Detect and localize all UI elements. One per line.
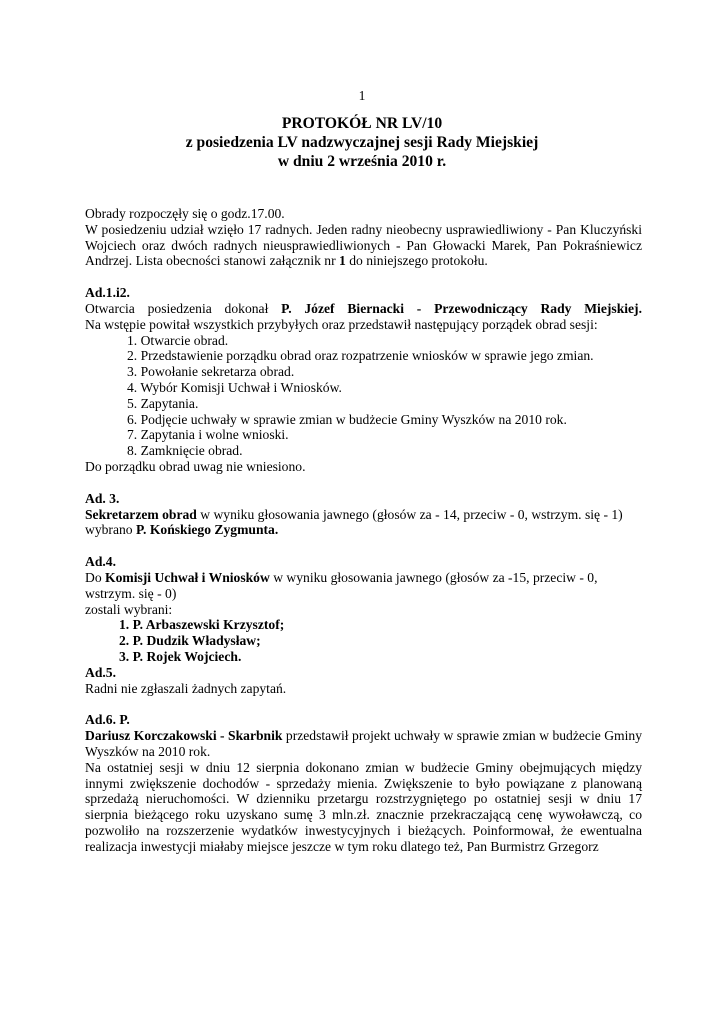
- committee-member: 1. P. Arbaszewski Krzysztof;: [119, 617, 285, 633]
- document-body: [85, 206, 642, 854]
- agenda-item: 4. Wybór Komisji Uchwał i Wniosków.: [127, 379, 342, 395]
- ad6-heading: Ad.6. P.: [85, 712, 130, 728]
- ad6-body: Na ostatniej sesji w dniu 12 sierpnia dokonano zmian w budżecie Gminy obejmujących między innymi zwiększenie dochodów - sprzedaży mienia. Zwiększenie to było powiązane z planowaną sprzedażą nieruchomości. W dzienniku przetargu rozstrzygniętego po ostatniej sesji w dniu 17 sierpnia bieżącego roku uzyskano sumę 3 mln.zł. znacznie przekraczającą cenę wywoławczą, co pozwoliło na rozszerzenie wydatków inwestycyjnych i bieżących. Poinformował, że ewentualna realizacja inwestycji miałaby miejsce jeszcze w tym roku dlatego też, Pan Burmistrz Grzegorz: [85, 759, 642, 854]
- ad1-closing: Do porządku obrad uwag nie wniesiono.: [85, 458, 306, 474]
- ad3-vote-text: w wyniku głosowania jawnego (głosów za - 14, przeciw - 0, wstrzym. się - 1): [196, 506, 623, 522]
- attendance-paragraph: [85, 222, 642, 269]
- agenda-item: 5. Zapytania.: [127, 395, 199, 411]
- ad1-opening-text: Otwarcia posiedzenia dokonał: [85, 300, 282, 316]
- agenda-item: 7. Zapytania i wolne wnioski.: [127, 427, 289, 443]
- committee-members-list: [85, 617, 642, 664]
- ad6-intro: [85, 728, 642, 760]
- ad4-chosen: zostali wybrani:: [85, 601, 173, 617]
- ad5-heading: Ad.5.: [85, 664, 116, 680]
- ad1-chairman: P. Józef Biernacki - Przewodniczący Rady Miejskiej.: [281, 300, 642, 316]
- ad1-opening: [85, 301, 642, 317]
- ad4-vote-text: w wyniku głosowania jawnego (głosów za -15, przeciw - 0, wstrzym. się - 0): [85, 569, 598, 601]
- agenda-item: 2. Przedstawienie porządku obrad oraz rozpatrzenie wniosków w sprawie jego zmian.: [127, 348, 594, 364]
- ad4-heading: Ad.4.: [85, 554, 116, 570]
- ad3-vote: [85, 507, 642, 523]
- title-line-3: w dniu 2 września 2010 r.: [277, 153, 447, 170]
- title-line-1: PROTOKÓŁ NR LV/10: [281, 115, 443, 132]
- agenda-item: 8. Zamknięcie obrad.: [127, 443, 243, 459]
- attendance-appendix-number: 1: [339, 253, 346, 269]
- attendance-text-b: do niniejszego protokołu.: [345, 253, 488, 269]
- ad5-text: Radni nie zgłaszali żadnych zapytań.: [85, 680, 287, 696]
- start-time: Obrady rozpoczęły się o godz.17.00.: [85, 206, 285, 221]
- ad1-heading: Ad.1.i2.: [85, 285, 130, 301]
- ad3-result-text: wybrano: [85, 522, 136, 538]
- ad3-result: [85, 522, 642, 538]
- agenda-list: [85, 333, 642, 459]
- ad4-vote-prefix: Do: [85, 569, 106, 585]
- ad3-secretary-label: Sekretarzem obrad: [85, 506, 197, 522]
- page-number: 1: [358, 88, 366, 103]
- committee-member: 3. P. Rojek Wojciech.: [119, 648, 242, 664]
- committee-member: 2. P. Dudzik Władysław;: [119, 633, 261, 649]
- ad3-heading: Ad. 3.: [85, 490, 120, 506]
- title-line-2: z posiedzenia LV nadzwyczajnej sesji Rady Miejskiej: [185, 134, 539, 151]
- ad6-treasurer: Dariusz Korczakowski - Skarbnik: [85, 728, 283, 744]
- ad3-secretary-name: P. Końskiego Zygmunta.: [135, 522, 279, 538]
- agenda-item: 3. Powołanie sekretarza obrad.: [127, 364, 295, 380]
- document-title: [0, 114, 724, 171]
- agenda-item: 1. Otwarcie obrad.: [127, 332, 229, 348]
- ad1-welcome: Na wstępie powitał wszystkich przybyłych oraz przedstawił następujący porządek obrad sesji:: [85, 316, 598, 332]
- ad6-intro-text: przedstawił projekt uchwały w sprawie zmian w budżecie Gminy Wyszków na 2010 rok.: [85, 728, 642, 759]
- attendance-text-a: W posiedzeniu udział wzięło 17 radnych. Jeden radny nieobecny usprawiedliwiony - Pan Kluczyński Wojciech oraz dwóch radnych nieusprawiedliwionych - Pan Głowacki Marek, Pan Pokraśniewicz Andrzej. Lista obecności stanowi załącznik nr: [85, 221, 642, 269]
- ad4-committee-name: Komisji Uchwał i Wniosków: [105, 569, 270, 585]
- ad4-vote: [85, 570, 642, 602]
- agenda-item: 6. Podjęcie uchwały w sprawie zmian w budżecie Gminy Wyszków na 2010 rok.: [127, 411, 567, 427]
